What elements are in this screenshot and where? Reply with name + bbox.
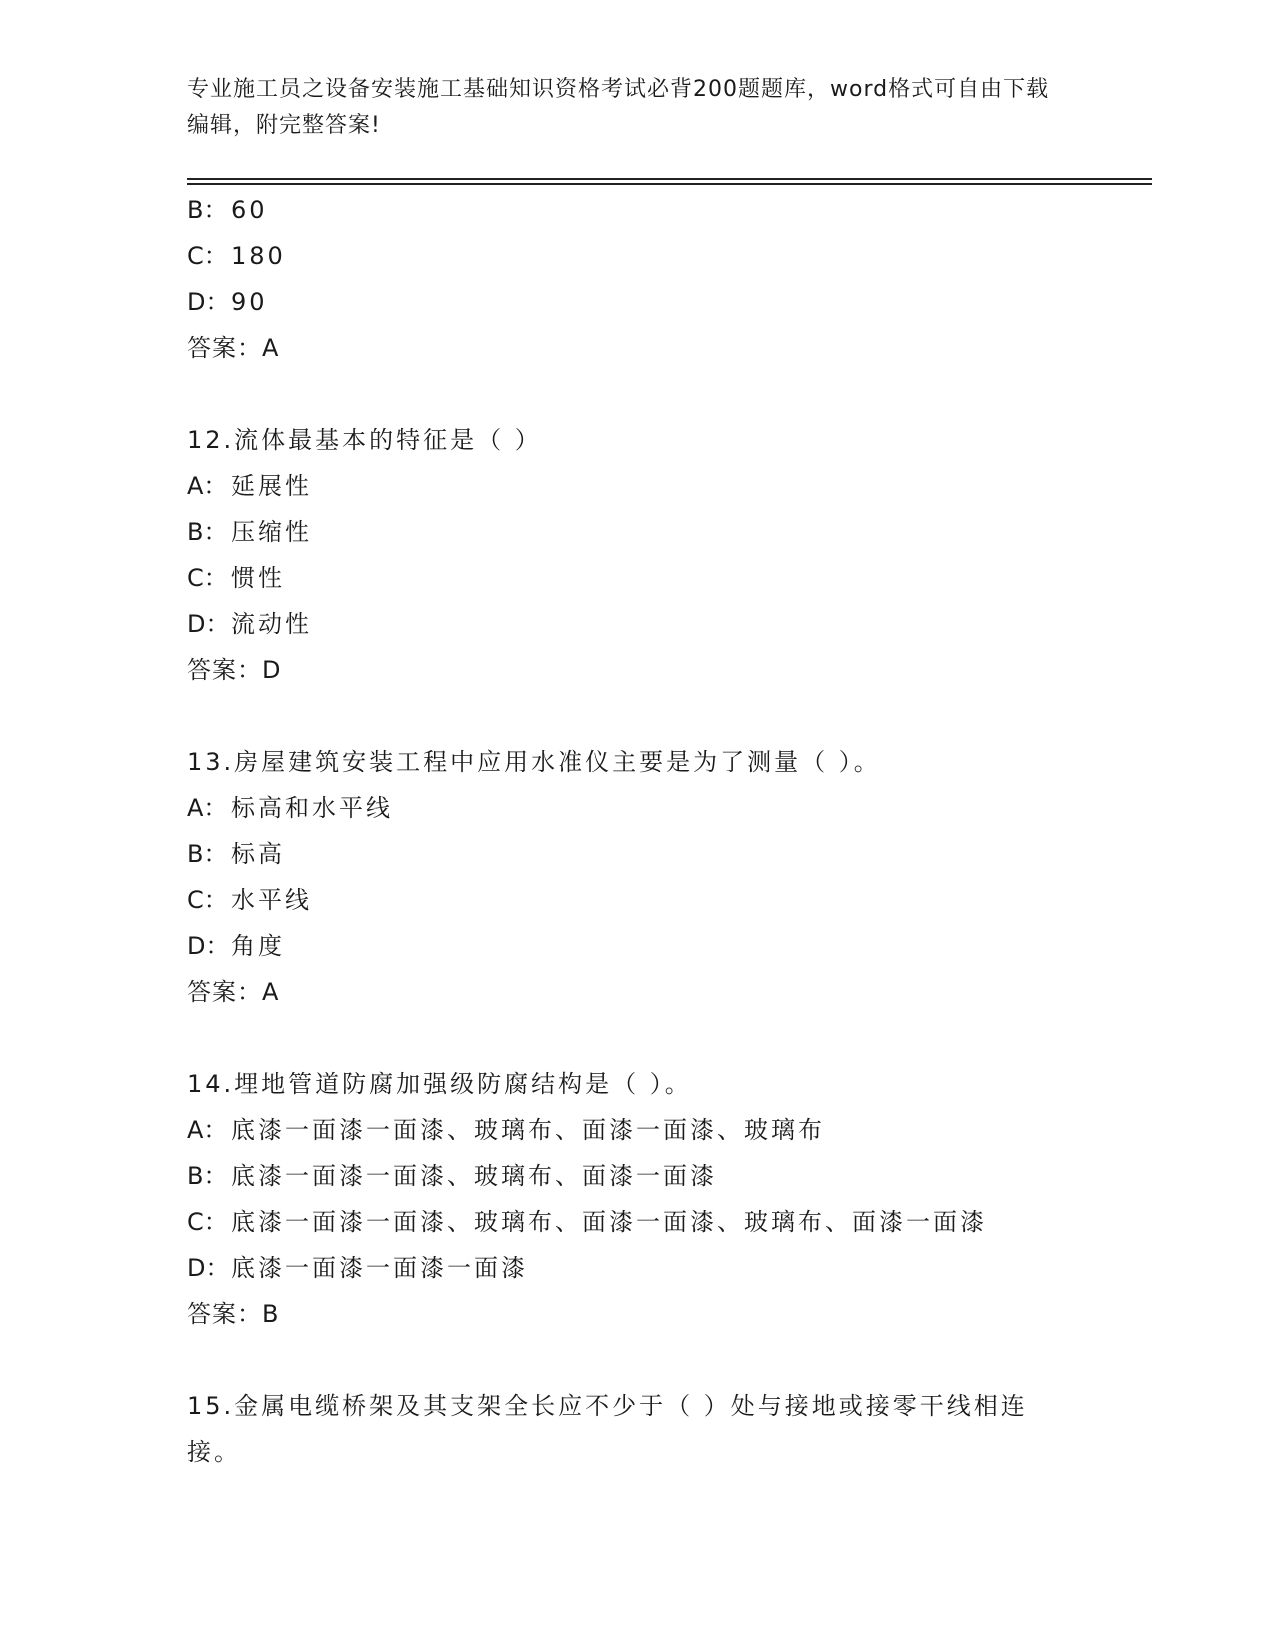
option-b (187, 831, 1087, 877)
option-c (187, 233, 1087, 279)
answer-line: 答案：B (187, 1300, 280, 1328)
option-c (187, 1199, 1087, 1245)
option-b (187, 187, 1087, 233)
option-letter: C： (187, 564, 228, 592)
option-letter: B： (187, 840, 228, 868)
option-letter: B： (187, 518, 228, 546)
question-block-12 (187, 417, 1087, 693)
option-letter: C： (187, 1208, 228, 1236)
option-b (187, 1153, 1087, 1199)
question-stem: 12.流体最基本的特征是（ ） (187, 426, 542, 454)
question-stem: 14.埋地管道防腐加强级防腐结构是（ ）。 (187, 1070, 692, 1098)
option-c (187, 877, 1087, 923)
option-d (187, 923, 1087, 969)
option-b (187, 509, 1087, 555)
option-text: 压缩性 (231, 518, 312, 546)
question-block-15 (187, 1383, 1087, 1475)
header-divider-bottom (187, 183, 1152, 185)
spacer (187, 371, 1087, 417)
answer-line: 答案：A (187, 334, 280, 362)
option-d (187, 601, 1087, 647)
question-stem: 15.金属电缆桥架及其支架全长应不少于（ ）处与接地或接零干线相连接。 (187, 1392, 1028, 1466)
option-text: 90 (231, 288, 268, 316)
option-text: 流动性 (231, 610, 312, 638)
option-c (187, 555, 1087, 601)
option-letter: C： (187, 886, 228, 914)
option-text: 60 (231, 196, 268, 224)
document-header: 专业施工员之设备安装施工基础知识资格考试必背200题题库，word格式可自由下载编辑，附完整答案! (187, 77, 1050, 138)
option-text: 底漆一面漆一面漆、玻璃布、面漆一面漆、玻璃布、面漆一面漆 (231, 1208, 987, 1236)
spacer (187, 693, 1087, 739)
question-block-11 (187, 187, 1087, 371)
header-divider-top (187, 178, 1152, 180)
question-content (187, 187, 1087, 1475)
option-d (187, 1245, 1087, 1291)
option-letter: D： (187, 610, 230, 638)
option-text: 底漆一面漆一面漆一面漆 (231, 1254, 528, 1282)
option-letter: A： (187, 1116, 228, 1144)
option-letter: D： (187, 1254, 230, 1282)
option-letter: B： (187, 196, 228, 224)
option-text: 延展性 (231, 472, 312, 500)
answer-line: 答案：D (187, 656, 282, 684)
spacer (187, 1337, 1087, 1383)
option-letter: A： (187, 472, 228, 500)
option-letter: A： (187, 794, 228, 822)
option-a (187, 785, 1087, 831)
question-block-13 (187, 739, 1087, 1015)
answer-line: 答案：A (187, 978, 280, 1006)
option-text: 180 (231, 242, 286, 270)
option-a (187, 1107, 1087, 1153)
question-block-14 (187, 1061, 1087, 1337)
option-text: 标高 (231, 840, 285, 868)
option-d (187, 279, 1087, 325)
option-letter: C： (187, 242, 228, 270)
option-letter: D： (187, 288, 230, 316)
option-text: 标高和水平线 (231, 794, 393, 822)
spacer (187, 1015, 1087, 1061)
option-a (187, 463, 1087, 509)
option-text: 角度 (231, 932, 285, 960)
option-letter: B： (187, 1162, 228, 1190)
option-text: 底漆一面漆一面漆、玻璃布、面漆一面漆 (231, 1162, 717, 1190)
option-text: 惯性 (231, 564, 285, 592)
option-text: 底漆一面漆一面漆、玻璃布、面漆一面漆、玻璃布 (231, 1116, 825, 1144)
option-letter: D： (187, 932, 230, 960)
option-text: 水平线 (231, 886, 312, 914)
question-stem: 13.房屋建筑安装工程中应用水准仪主要是为了测量（ ）。 (187, 748, 881, 776)
